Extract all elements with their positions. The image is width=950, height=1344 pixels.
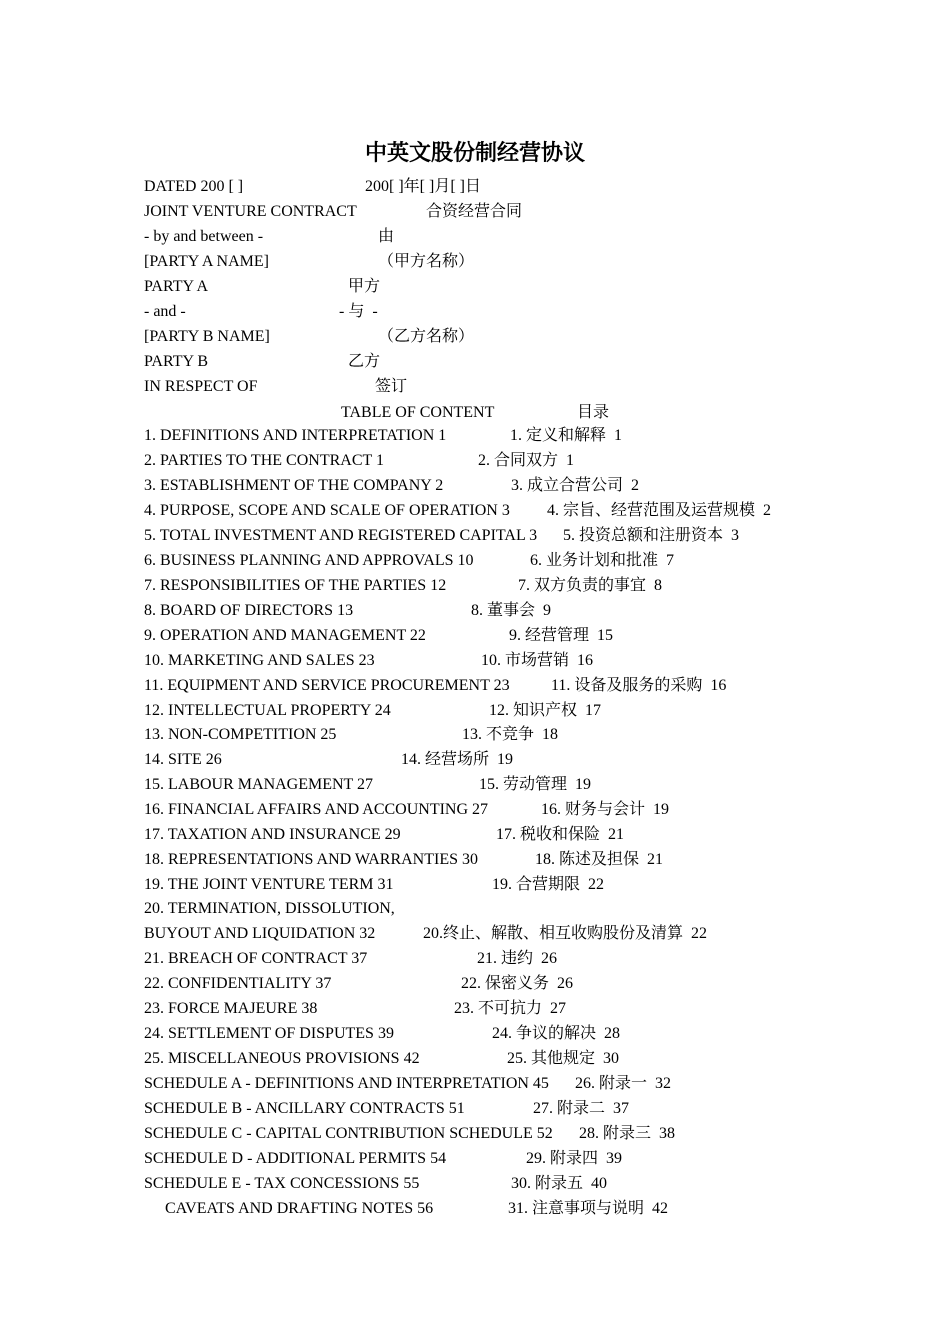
english-text: 1. DEFINITIONS AND INTERPRETATION 1 [144,427,447,444]
chinese-text: 21. 违约 26 [477,950,558,967]
english-text: [PARTY B NAME] [144,328,270,345]
english-text: 20. TERMINATION, DISSOLUTION, [144,900,395,917]
chinese-text: （甲方名称） [378,253,475,270]
chinese-text: 29. 附录四 39 [526,1150,623,1167]
english-text: SCHEDULE D - ADDITIONAL PERMITS 54 [144,1150,447,1167]
chinese-text: 18. 陈述及担保 21 [535,851,664,868]
english-text: 22. CONFIDENTIALITY 37 [144,975,332,992]
english-text: 3. ESTABLISHMENT OF THE COMPANY 2 [144,477,444,494]
chinese-text: 11. 设备及服务的采购 16 [551,677,727,694]
chinese-text: 8. 董事会 9 [471,602,552,619]
chinese-text: 13. 不竞争 18 [462,726,559,743]
english-text: 2. PARTIES TO THE CONTRACT 1 [144,452,384,469]
english-text: 17. TAXATION AND INSURANCE 29 [144,826,401,843]
chinese-text: 12. 知识产权 17 [489,702,602,719]
chinese-text: 26. 附录一 32 [575,1075,672,1092]
chinese-text: 15. 劳动管理 19 [479,776,592,793]
chinese-text: 4. 宗旨、经营范围及运营规模 2 [547,502,772,519]
chinese-text: 14. 经营场所 19 [401,751,514,768]
english-text: JOINT VENTURE CONTRACT [144,203,357,220]
chinese-text: 合资经营合同 [426,203,523,220]
english-text: 5. TOTAL INVESTMENT AND REGISTERED CAPITAL 3 [144,527,538,544]
chinese-text: 20.终止、解散、相互收购股份及清算 22 [423,925,708,942]
chinese-text: 6. 业务计划和批准 7 [530,552,675,569]
chinese-text: 16. 财务与会计 19 [541,801,670,818]
chinese-text: 签订 [375,378,408,395]
english-text: 7. RESPONSIBILITIES OF THE PARTIES 12 [144,577,447,594]
english-text: 25. MISCELLANEOUS PROVISIONS 42 [144,1050,420,1067]
english-text: 12. INTELLECTUAL PROPERTY 24 [144,702,391,719]
english-text: 18. REPRESENTATIONS AND WARRANTIES 30 [144,851,478,868]
chinese-text: 23. 不可抗力 27 [454,1000,567,1017]
chinese-text: 10. 市场营销 16 [481,652,594,669]
english-text: 14. SITE 26 [144,751,222,768]
english-text: 24. SETTLEMENT OF DISPUTES 39 [144,1025,394,1042]
english-text: 13. NON-COMPETITION 25 [144,726,337,743]
english-text: 15. LABOUR MANAGEMENT 27 [144,776,374,793]
english-text: SCHEDULE E - TAX CONCESSIONS 55 [144,1175,420,1192]
english-text: 9. OPERATION AND MANAGEMENT 22 [144,627,426,644]
english-text: 10. MARKETING AND SALES 23 [144,652,375,669]
english-text: TABLE OF CONTENT [341,404,495,421]
english-text: 23. FORCE MAJEURE 38 [144,1000,318,1017]
chinese-text: 乙方 [348,353,381,370]
english-text: 19. THE JOINT VENTURE TERM 31 [144,876,394,893]
english-text: 8. BOARD OF DIRECTORS 13 [144,602,354,619]
chinese-text: 1. 定义和解释 1 [510,427,623,444]
chinese-text: 3. 成立合营公司 2 [511,477,640,494]
english-text: 11. EQUIPMENT AND SERVICE PROCUREMENT 23 [144,677,510,694]
chinese-text: 27. 附录二 37 [533,1100,630,1117]
english-text: PARTY B [144,353,209,370]
english-text: 16. FINANCIAL AFFAIRS AND ACCOUNTING 27 [144,801,489,818]
chinese-text: 30. 附录五 40 [511,1175,608,1192]
chinese-text: 22. 保密义务 26 [461,975,574,992]
chinese-text: 17. 税收和保险 21 [496,826,625,843]
english-text: - and - [144,303,186,320]
english-text: SCHEDULE B - ANCILLARY CONTRACTS 51 [144,1100,465,1117]
chinese-text: 9. 经营管理 15 [509,627,614,644]
chinese-text: 200[ ]年[ ]月[ ]日 [365,178,481,195]
english-text: PARTY A [144,278,209,295]
chinese-text: 19. 合营期限 22 [492,876,605,893]
chinese-text: 31. 注意事项与说明 42 [508,1200,669,1217]
chinese-text: 25. 其他规定 30 [507,1050,620,1067]
english-text: [PARTY A NAME] [144,253,269,270]
english-text: 4. PURPOSE, SCOPE AND SCALE OF OPERATION 3 [144,502,510,519]
english-text: 21. BREACH OF CONTRACT 37 [144,950,368,967]
english-text: DATED 200 [ ] [144,178,244,195]
chinese-text: 28. 附录三 38 [579,1125,676,1142]
chinese-text: 目录 [577,404,610,421]
chinese-text: - 与 - [339,303,378,320]
english-text: IN RESPECT OF [144,378,258,395]
chinese-text: 甲方 [348,278,381,295]
chinese-text: 7. 双方负责的事宜 8 [518,577,663,594]
english-text: CAVEATS AND DRAFTING NOTES 56 [165,1200,434,1217]
chinese-text: 由 [378,228,395,245]
chinese-text: 5. 投资总额和注册资本 3 [563,527,740,544]
english-text: SCHEDULE A - DEFINITIONS AND INTERPRETATION 45 [144,1075,549,1092]
english-text: 6. BUSINESS PLANNING AND APPROVALS 10 [144,552,474,569]
chinese-text: 2. 合同双方 1 [478,452,575,469]
english-text: SCHEDULE C - CAPITAL CONTRIBUTION SCHEDULE 52 [144,1125,553,1142]
chinese-text: （乙方名称） [378,328,475,345]
document-title: 中英文股份制经营协议 [364,140,585,165]
english-text: - by and between - [144,228,264,245]
english-text: BUYOUT AND LIQUIDATION 32 [144,925,376,942]
chinese-text: 24. 争议的解决 28 [492,1025,621,1042]
